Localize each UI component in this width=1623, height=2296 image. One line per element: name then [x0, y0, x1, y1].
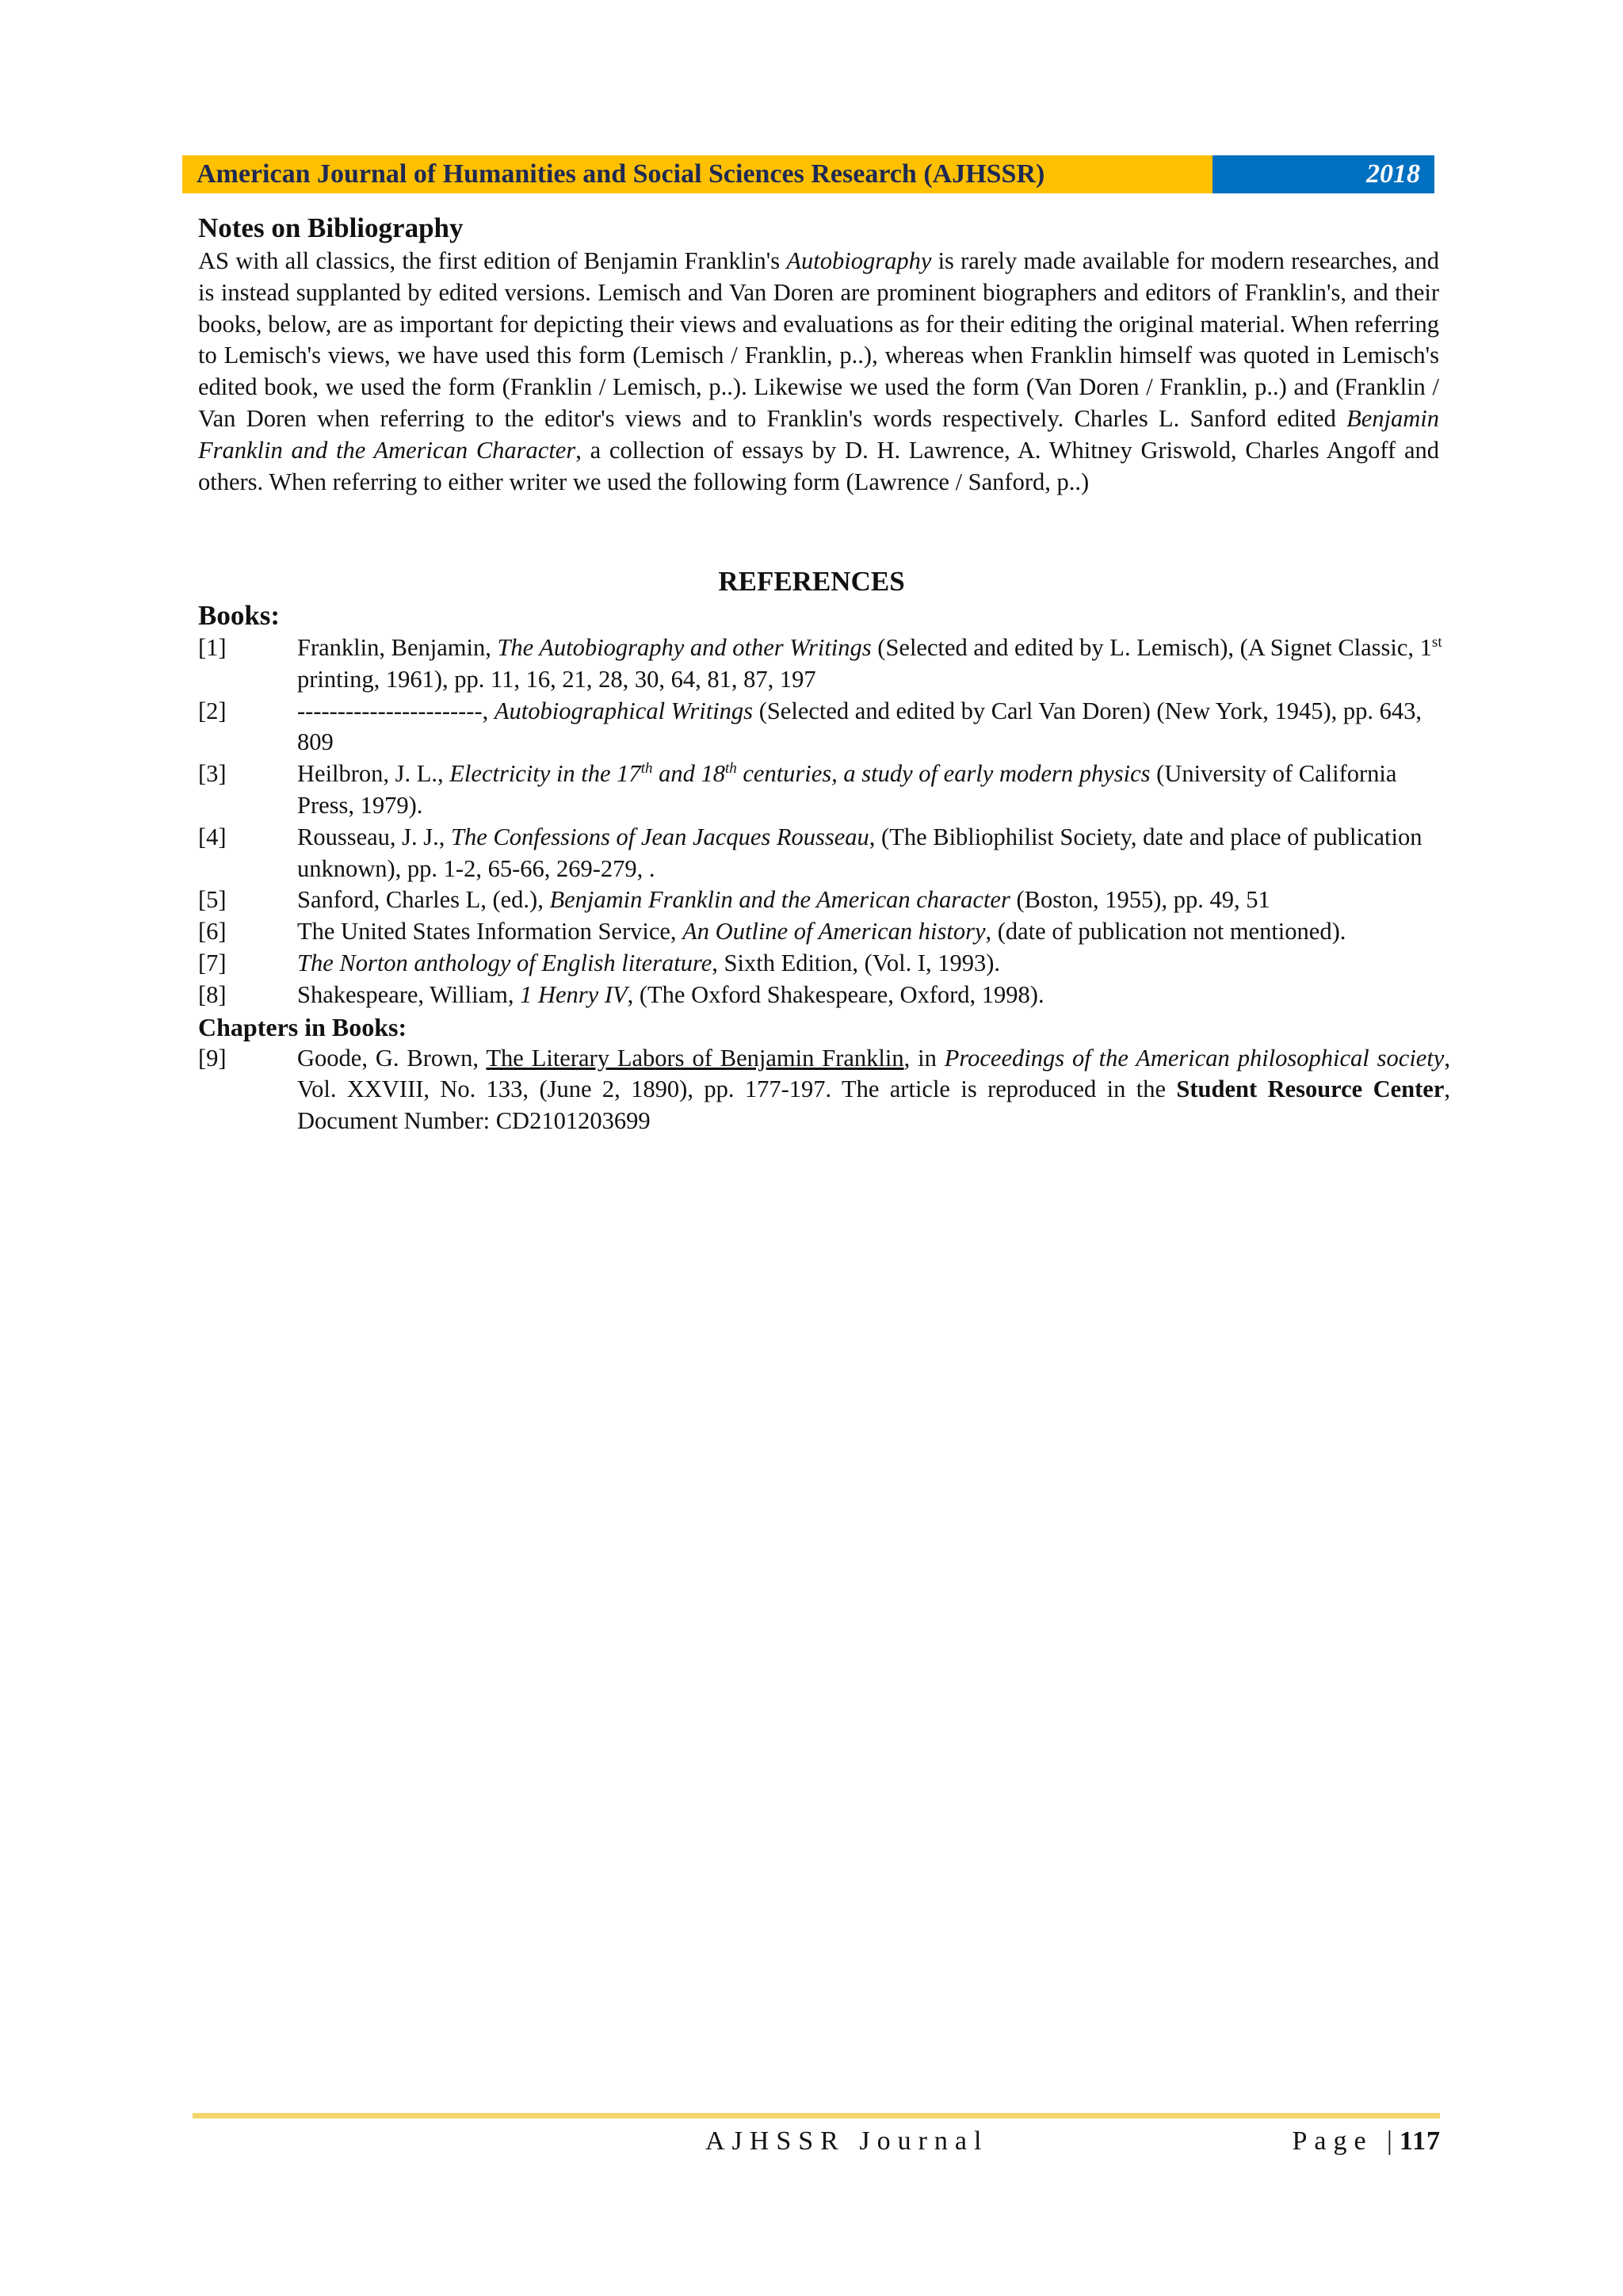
journal-title: American Journal of Humanities and Social Sciences Research (AJHSSR)	[182, 155, 1212, 193]
reference-text: Heilbron, J. L., Electricity in the 17th and 18th centuries, a study of early modern physics (University of California Press, 1979).	[297, 760, 1397, 819]
notes-paragraph: AS with all classics, the first edition of Benjamin Franklin's Autobiography is rarely made available for modern researches, and is instead supplanted by edited versions. Lemisch and Van Doren are prominent biographers and editors of Franklin's, and their books, below, are as important for depicting their views and evaluations as for their editing the original material. When referring to Lemisch's views, we have used this form (Lemisch / Franklin, p..), whereas when Franklin himself was quoted in Lemisch's edited book, we used the form (Franklin / Lemisch, p..). Likewise we used the form (Van Doren / Franklin, p..) and (Franklin / Van Doren when referring to the editor's views and to Franklin's words respectively. Charles L. Sanford edited Benjamin Franklin and the American Character, a collection of essays by D. H. Lawrence, A. Whitney Griswold, Charles Angoff and others. When referring to either writer we used the following form (Lawrence / Sanford, p..)	[198, 247, 1440, 495]
reference-text: Rousseau, J. J., The Confessions of Jean Jacques Rousseau, (The Bibliophilist Society, date and place of publication unknown), pp. 1-2, 65-66, 269-279, .	[297, 823, 1423, 882]
reference-number: [5]	[198, 886, 227, 914]
reference-item	[198, 916, 1450, 948]
footer-rule	[193, 2113, 1440, 2118]
journal-header	[182, 155, 1434, 193]
reference-number: [8]	[198, 980, 227, 1008]
references-title: REFERENCES	[718, 566, 905, 597]
reference-item	[198, 980, 1450, 1011]
reference-item	[198, 884, 1450, 916]
reference-text: Goode, G. Brown, The Literary Labors of Benjamin Franklin, in Proceedings of the American philosophical society, Vol. XXVIII, No. 133, (June 2, 1890), pp. 177-197. The article is reproduced in the Student Resource Center, Document Number: CD2101203699	[297, 1044, 1450, 1135]
reference-text: The United States Information Service, An Outline of American history, (date of publication not mentioned).	[297, 918, 1346, 946]
reference-item	[198, 758, 1450, 822]
reference-number: [3]	[198, 760, 227, 788]
reference-number: [1]	[198, 634, 227, 661]
references-list	[198, 599, 1450, 1137]
reference-number: [2]	[198, 697, 227, 724]
reference-text: Shakespeare, William, 1 Henry IV, (The Oxford Shakespeare, Oxford, 1998).	[297, 980, 1044, 1008]
notes-heading: Notes on Bibliography	[198, 212, 464, 243]
reference-text: -----------------------, Autobiographical Writings (Selected and edited by Carl Van Doren) (New York, 1945), pp. 643, 809	[297, 697, 1423, 756]
reference-item	[198, 696, 1450, 759]
reference-number: [4]	[198, 823, 227, 850]
journal-year: 2018	[1212, 155, 1434, 193]
footer-journal-name: AJHSSR Journal	[705, 2126, 989, 2156]
footer-page-number: Page |117	[1292, 2126, 1441, 2156]
reference-item	[198, 948, 1450, 980]
reference-text: Franklin, Benjamin, The Autobiography and other Writings (Selected and edited by L. Lemisch), (A Signet Classic, 1st printing, 1961), pp. 11, 16, 21, 28, 30, 64, 81, 87, 197	[297, 633, 1442, 693]
reference-number: [6]	[198, 918, 227, 946]
article-title: The Literary Labors of Benjamin Franklin	[486, 1044, 904, 1072]
reference-number: [9]	[198, 1044, 227, 1072]
reference-item	[198, 632, 1450, 696]
reference-text: Sanford, Charles L, (ed.), Benjamin Franklin and the American character (Boston, 1955), pp. 49, 51	[297, 886, 1270, 914]
reference-text: The Norton anthology of English literature, Sixth Edition, (Vol. I, 1993).	[297, 949, 1001, 976]
reference-item	[198, 1043, 1450, 1137]
reference-item	[198, 822, 1450, 885]
chapters-heading: Chapters in Books:	[198, 1012, 407, 1041]
books-heading: Books:	[198, 600, 281, 631]
reference-number: [7]	[198, 949, 227, 976]
